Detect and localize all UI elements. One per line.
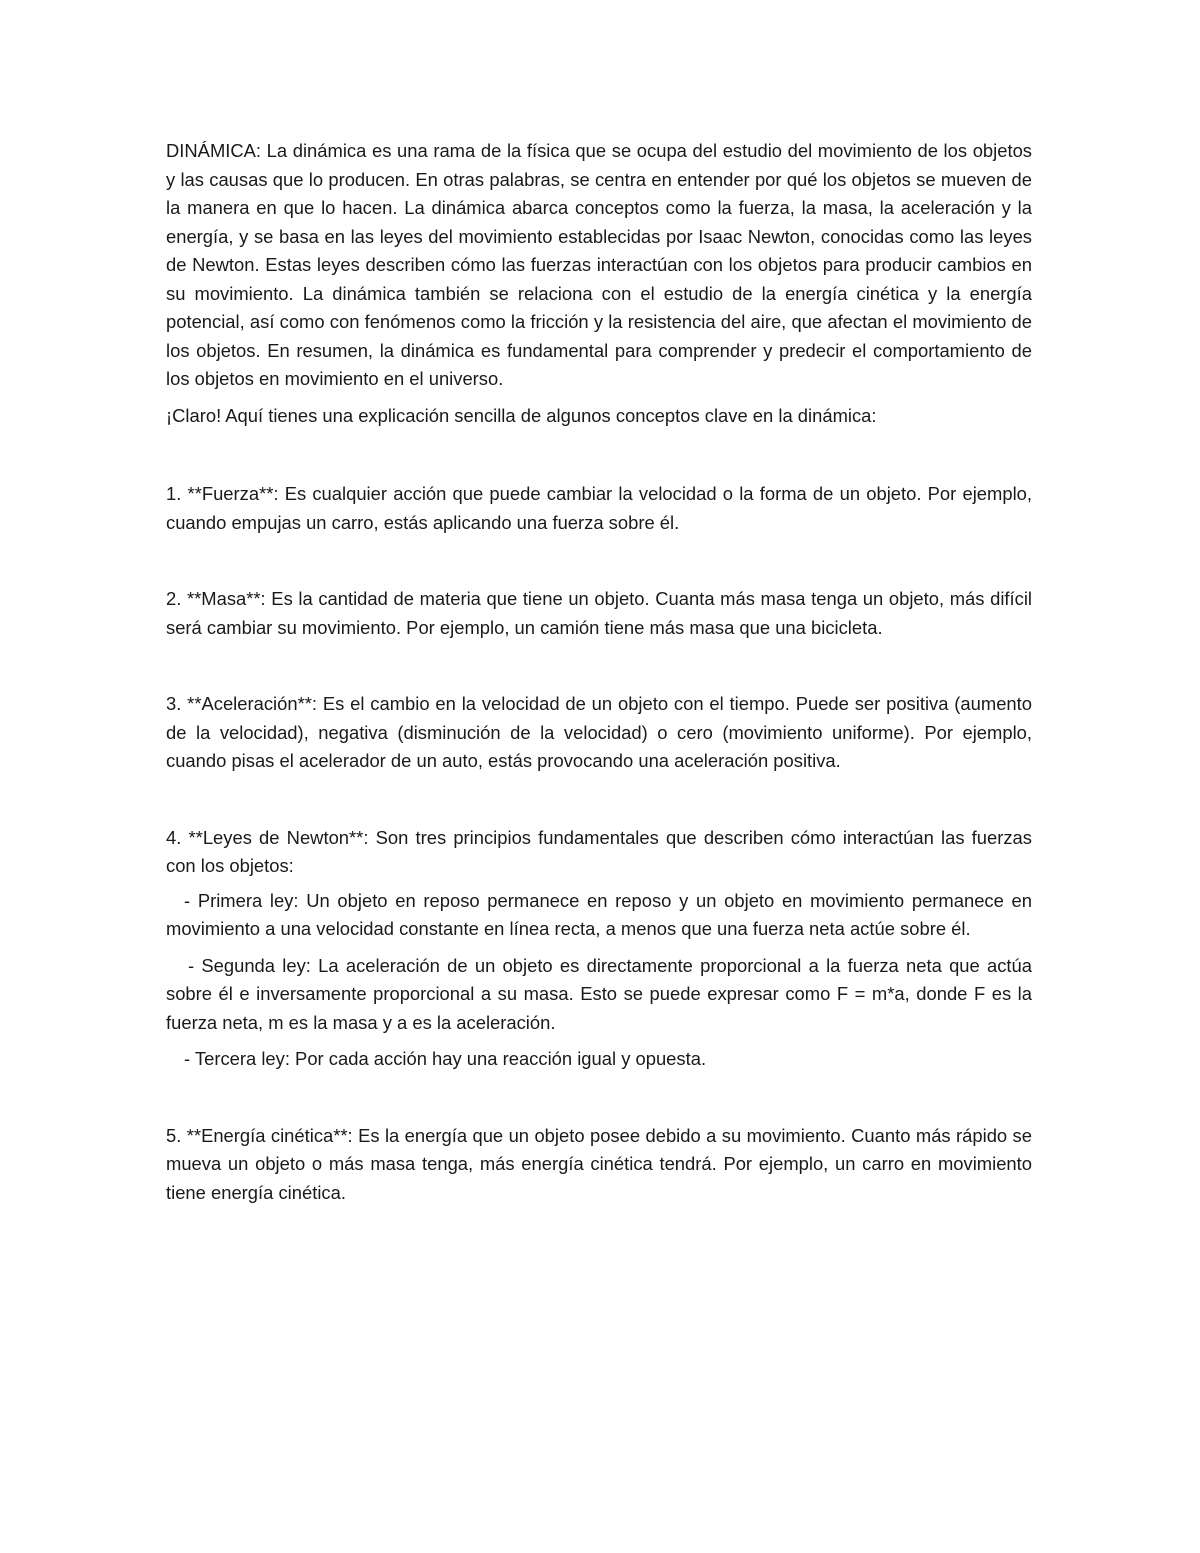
newton-law-segunda: - Segunda ley: La aceleración de un objeto es directamente proporcional a la fuerza neta que actúa sobre él e inversamente proporcional a su masa. Esto se puede expresar como F = m*a, donde F es la fuerza neta, m es la masa y a es la aceleración. — [166, 954, 1032, 1033]
lead-paragraph: ¡Claro! Aquí tienes una explicación sencilla de algunos conceptos clave en la dinámica: — [166, 404, 877, 426]
list-item-masa: 2. **Masa**: Es la cantidad de materia que tiene un objeto. Cuanta más masa tenga un objeto, más difícil será cambiar su movimiento. Por ejemplo, un camión tiene más masa que una bicicleta. — [166, 588, 1032, 638]
intro-paragraph: DINÁMICA: La dinámica es una rama de la física que se ocupa del estudio del movimiento de los objetos y las causas que lo producen. En otras palabras, se centra en entender por qué los objetos se mueven de la manera en que lo hacen. La dinámica abarca conceptos como la fuerza, la masa, la aceleración y la energía, y se basa en las leyes del movimiento establecidas por Isaac Newton, conocidas como las leyes de Newton. Estas leyes describen cómo las fuerzas interactúan con los objetos para producir cambios en su movimiento. La dinámica también se relaciona con el estudio de la energía cinética y la energía potencial, así como con fenómenos como la fricción y la resistencia del aire, que afectan el movimiento de los objetos. En resumen, la dinámica es fundamental para comprender y predecir el comportamiento de los objetos en movimiento en el universo. — [166, 140, 1032, 389]
newton-law-primera: - Primera ley: Un objeto en reposo permanece en reposo y un objeto en movimiento permanece en movimiento a una velocidad constante en línea recta, a menos que una fuerza neta actúe sobre él. — [166, 889, 1032, 939]
list-item-energia-cinetica: 5. **Energía cinética**: Es la energía que un objeto posee debido a su movimiento. Cuanto más rápido se mueva un objeto o más masa tenga, más energía cinética tendrá. Por ejemplo, un carro en movimiento tiene energía cinética. — [166, 1124, 1032, 1203]
list-item-aceleracion: 3. **Aceleración**: Es el cambio en la velocidad de un objeto con el tiempo. Puede ser positiva (aumento de la velocidad), negativa (disminución de la velocidad) o cero (movimiento uniforme). Por ejemplo, cuando pisas el acelerador de un auto, estás provocando una aceleración positiva. — [166, 693, 1032, 771]
document-body — [166, 137, 1032, 1255]
list-item-leyes-newton: 4. **Leyes de Newton**: Son tres principios fundamentales que describen cómo interactúan las fuerzas con los objetos: — [166, 826, 1032, 876]
newton-law-tercera: - Tercera ley: Por cada acción hay una reacción igual y opuesta. — [184, 1048, 707, 1069]
list-item-fuerza: 1. **Fuerza**: Es cualquier acción que puede cambiar la velocidad o la forma de un objeto. Por ejemplo, cuando empujas un carro, estás aplicando una fuerza sobre él. — [166, 483, 1032, 533]
